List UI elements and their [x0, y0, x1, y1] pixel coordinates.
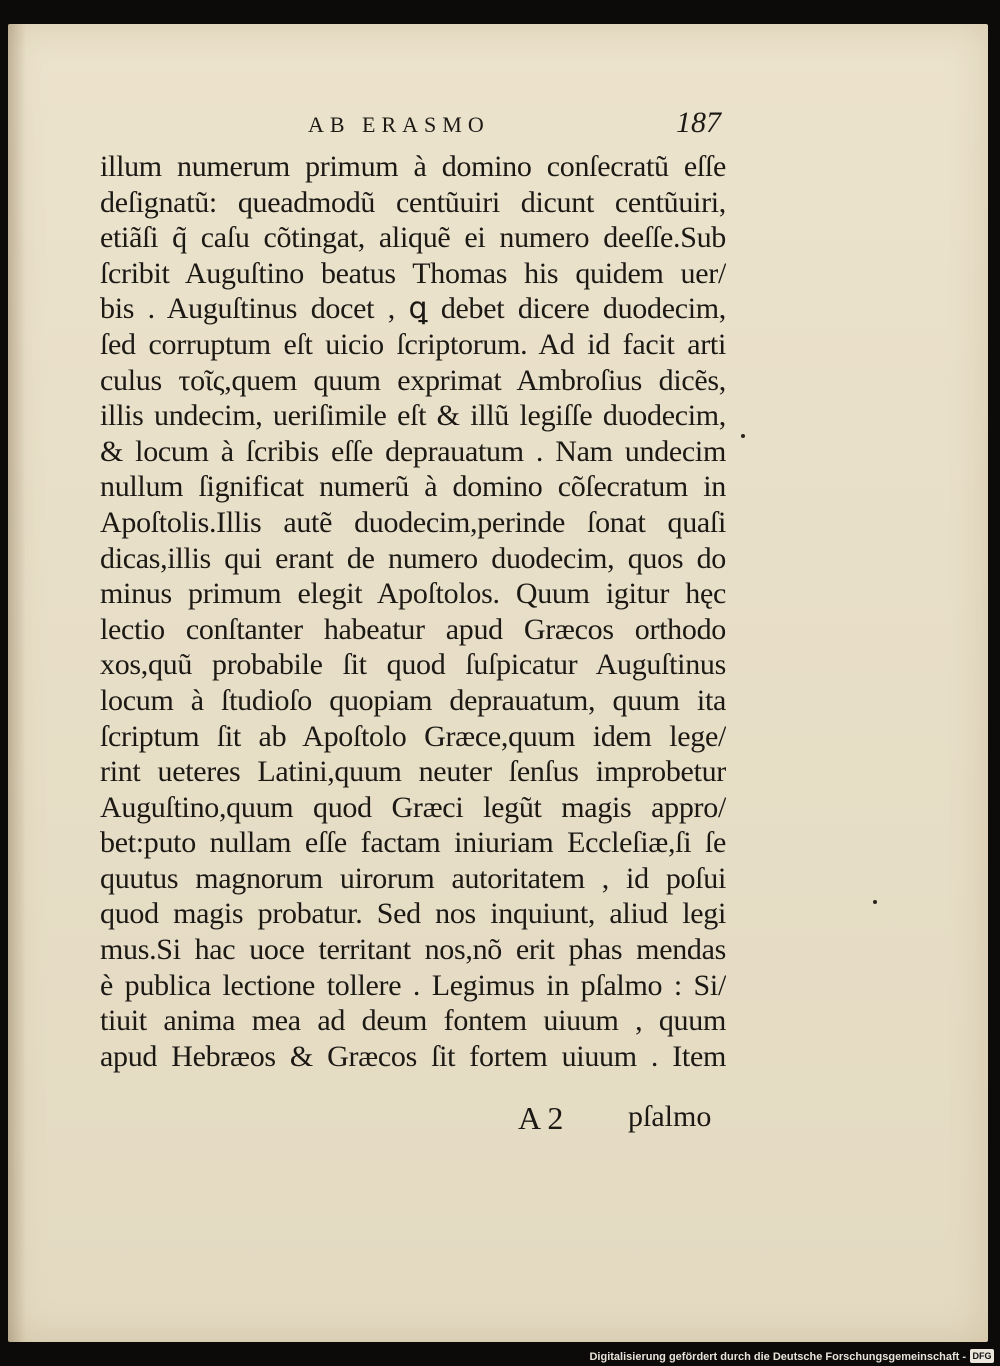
margin-dot: [741, 434, 745, 438]
running-head: [8, 106, 988, 142]
text-line: nullum ſignificat numerũ à domino cõſecratum in: [100, 470, 726, 504]
text-line: è publica lectione tollere . Legimus in pſalmo : Si/: [100, 968, 726, 1002]
margin-dot: [873, 900, 877, 904]
body-text: [100, 149, 726, 1074]
signature-mark: A 2: [518, 1100, 564, 1136]
text-line: xos,quũ probabile ſit quod ſuſpicatur Auguſtinus: [100, 648, 726, 682]
text-line: lectio conſtanter habeatur apud Græcos orthodo: [100, 612, 726, 646]
digitization-credit: Digitalisierung gefördert durch die Deutsche Forschungsgemeinschaft -: [589, 1351, 966, 1363]
text-line: quutus magnorum uirorum autoritatem , id poſui: [100, 861, 726, 895]
text-line: illis undecim, ueriſimile eſt & illũ legiſſe duodecim,: [100, 399, 726, 433]
dfg-logo: DFG: [970, 1349, 994, 1363]
text-line: bet:puto nullam eſſe factam iniuriam Eccleſiæ,ſi ſe: [100, 826, 726, 860]
text-line: ſcribit Auguſtino beatus Thomas his quidem uer/: [100, 256, 726, 290]
text-line: rint ueteres Latini,quum neuter ſenſus improbetur: [100, 755, 726, 789]
text-line: tiuit anima mea ad deum fontem uiuum , quum: [100, 1004, 726, 1038]
book-page: [8, 24, 988, 1342]
text-line: etiãſi q̃ caſu cõtingat, aliquẽ ei numero deeſſe.Sub: [100, 221, 726, 255]
text-line: & locum à ſcribis eſſe deprauatum . Nam undecim: [100, 434, 726, 468]
page-footer: [100, 1100, 726, 1140]
catchword: pſalmo: [628, 1100, 712, 1133]
text-line: locum à ſtudioſo quopiam deprauatum, quum ita: [100, 683, 726, 717]
text-line: Auguſtino,quum quod Græci legũt magis appro/: [100, 790, 726, 824]
text-line: ſed corruptum eſt uicio ſcriptorum. Ad id facit arti: [100, 327, 726, 361]
text-line: quod magis probatur. Sed nos inquiunt, aliud legi: [100, 897, 726, 931]
running-title: AB ERASMO: [308, 112, 490, 137]
text-line: apud Hebræos & Græcos ſit fortem uiuum . Item: [100, 1039, 726, 1073]
text-line: deſignatũ: queadmodũ centũuiri dicunt centũuiri,: [100, 185, 726, 219]
text-line: minus primum elegit Apoſtolos. Quum igitur hęc: [100, 577, 726, 611]
text-line: culus τοῖς,quem quum exprimat Ambroſius dicẽs,: [100, 363, 726, 397]
text-line: bis . Auguſtinus docet , ꝗ debet dicere duodecim,: [100, 292, 726, 326]
text-line: ſcriptum ſit ab Apoſtolo Græce,quum idem lege/: [100, 719, 726, 753]
text-line: illum numerum primum à domino conſecratũ eſſe: [100, 150, 726, 183]
text-line: mus.Si hac uoce territant nos,nõ erit phas mendas: [100, 933, 726, 967]
text-line: Apoſtolis.Illis autẽ duodecim,perinde ſonat quaſi: [100, 505, 726, 539]
text-line: dicas,illis qui erant de numero duodecim, quos do: [100, 541, 726, 575]
page-number: 187: [676, 106, 721, 139]
